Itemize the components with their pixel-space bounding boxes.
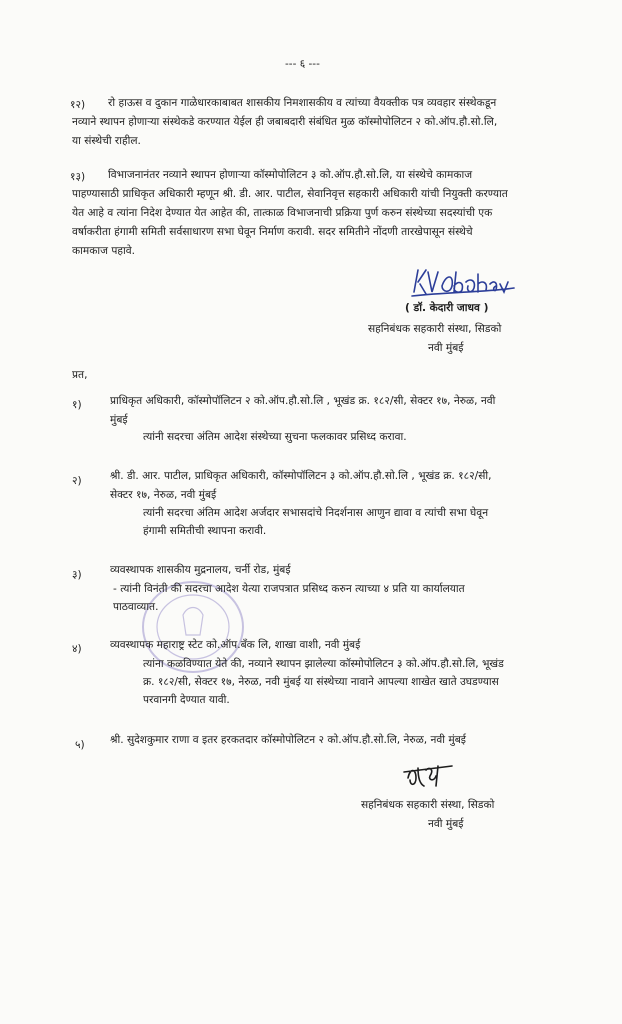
- clause-13-line-3: येत आहे व त्यांना निदेश देण्यात येत आहेत की, तात्काळ विभाजनाची प्रक्रिया पुर्ण करुन संस्थेच्या सदस्यांची एक: [72, 207, 493, 219]
- recipient-2-line-2: सेक्टर १७, नेरुळ, नवी मुंबई: [110, 489, 217, 501]
- recipient-4-instruction-3: परवानगी देण्यात यावी.: [143, 694, 230, 706]
- recipient-4-number: ४): [72, 643, 82, 655]
- recipient-3-instruction-1: - त्यांनी विनंती की सदरचा आदेश येत्या राजपत्रात प्रसिध्द करुन त्याच्या ४ प्रति या कार्यालयात: [113, 583, 465, 595]
- recipient-3-number: ३): [72, 569, 82, 581]
- clause-13-number: १३): [70, 171, 86, 183]
- recipient-3-instruction-2: पाठवाव्यात.: [113, 601, 159, 613]
- recipient-1-line-2: मुंबई: [110, 414, 128, 426]
- recipient-4-instruction-2: क्र. १८२/सी, सेक्टर १७, नेरुळ, नवी मुंबई या संस्थेच्या नावाने आपल्या शाखेत खाते उघडण्यास: [143, 676, 499, 688]
- recipient-5-number: ५): [75, 739, 85, 751]
- recipient-2-line-1: श्री. डी. आर. पाटील, प्राधिकृत अधिकारी, कॉस्मोपॉलिटन ३ को.ऑप.हौ.सो.लि , भूखंड क्र. १८२/सी,: [110, 470, 492, 482]
- clause-13-line-1: विभाजनानंतर नव्याने स्थापन होणाऱ्या कॉस्मोपोलिटन ३ को.ऑप.हौ.सो.लि, या संस्थेचे कामकाज: [108, 169, 473, 181]
- signature-2: [400, 758, 460, 798]
- clause-13-line-2: पाहण्यासाठी प्राधिकृत अधिकारी म्हणून श्री. डी. आर. पाटील, सेवानिवृत्त सहकारी अधिकारी यांची नियुक्ती करण्यात: [72, 188, 508, 200]
- recipient-5-line-1: श्री. सुदेशकुमार राणा व इतर हरकतदार कॉस्मोपोलिटन २ को.ऑप.हौ.सो.लि, नेरुळ, नवी मुंबई: [110, 734, 466, 746]
- recipient-2-number: २): [72, 475, 82, 487]
- copy-to-label: प्रत,: [72, 369, 88, 381]
- clause-13-line-4: वर्षाकरीता हंगामी समिती सर्वसाधारण सभा घेवून निर्माण करावी. सदर समितीने नोंदणी तारखेपासून संस्थेचे: [72, 226, 473, 238]
- recipient-1-instruction: त्यांनी सदरचा अंतिम आदेश संस्थेच्या सुचना फलकावर प्रसिध्द करावा.: [143, 431, 407, 443]
- clause-13-line-5: कामकाज पहावे.: [72, 245, 135, 257]
- clause-12-line-2: नव्याने स्थापन होणाऱ्या संस्थेकडे करण्यात येईल ही जबाबदारी संबंधित मुळ कॉस्मोपोलिटन २ को.ऑप.हौ.सो.लि,: [72, 116, 498, 128]
- clause-12-line-3: या संस्थेची राहील.: [72, 135, 141, 147]
- signatory-2-designation: सहनिबंधक सहकारी संस्था, सिडको: [361, 799, 495, 811]
- recipient-1-number: १): [72, 399, 82, 411]
- recipient-1-line-1: प्राधिकृत अधिकारी, कॉस्मोपॉलिटन २ को.ऑप.हौ.सो.लि , भूखंड क्र. १८२/सी, सेक्टर १७, नेरुळ, नवी: [110, 395, 496, 407]
- recipient-4-line-1: व्यवस्थापक महाराष्ट्र स्टेट को.ऑप.बँक लि, शाखा वाशी, नवी मुंबई: [110, 639, 361, 651]
- recipient-4-instruction-1: त्यांना कळविण्यात येते की, नव्याने स्थापन झालेल्या कॉस्मोपोलिटन ३ को.ऑप.हौ.सो.लि, भूखंड: [143, 658, 504, 670]
- clause-12-line-1: रो हाऊस व दुकान गाळेधारकाबाबत शासकीय निमशासकीय व त्यांच्या वैयक्तीक पत्र व्यवहार संस्थेकडून: [108, 97, 497, 109]
- recipient-2-instruction-2: हंगामी समितीची स्थापना करावी.: [143, 525, 267, 537]
- signatory-2-place: नवी मुंबई: [428, 818, 464, 830]
- recipient-2-instruction-1: त्यांनी सदरचा अंतिम आदेश अर्जदार सभासदांचे निदर्शनास आणुन द्यावा व त्यांची सभा घेवून: [143, 507, 489, 519]
- signatory-1-designation: सहनिबंधक सहकारी संस्था, सिडको: [368, 323, 502, 335]
- signatory-1-name: ( डॉ. केदारी जाधव ): [405, 302, 489, 314]
- page-number: --- ६ ---: [285, 58, 320, 70]
- signatory-1-place: नवी मुंबई: [428, 342, 464, 354]
- clause-12-number: १२): [70, 99, 86, 111]
- recipient-3-line-1: व्यवस्थापक शासकीय मुद्रनालय, चर्नी रोड, मुंबई: [110, 564, 291, 576]
